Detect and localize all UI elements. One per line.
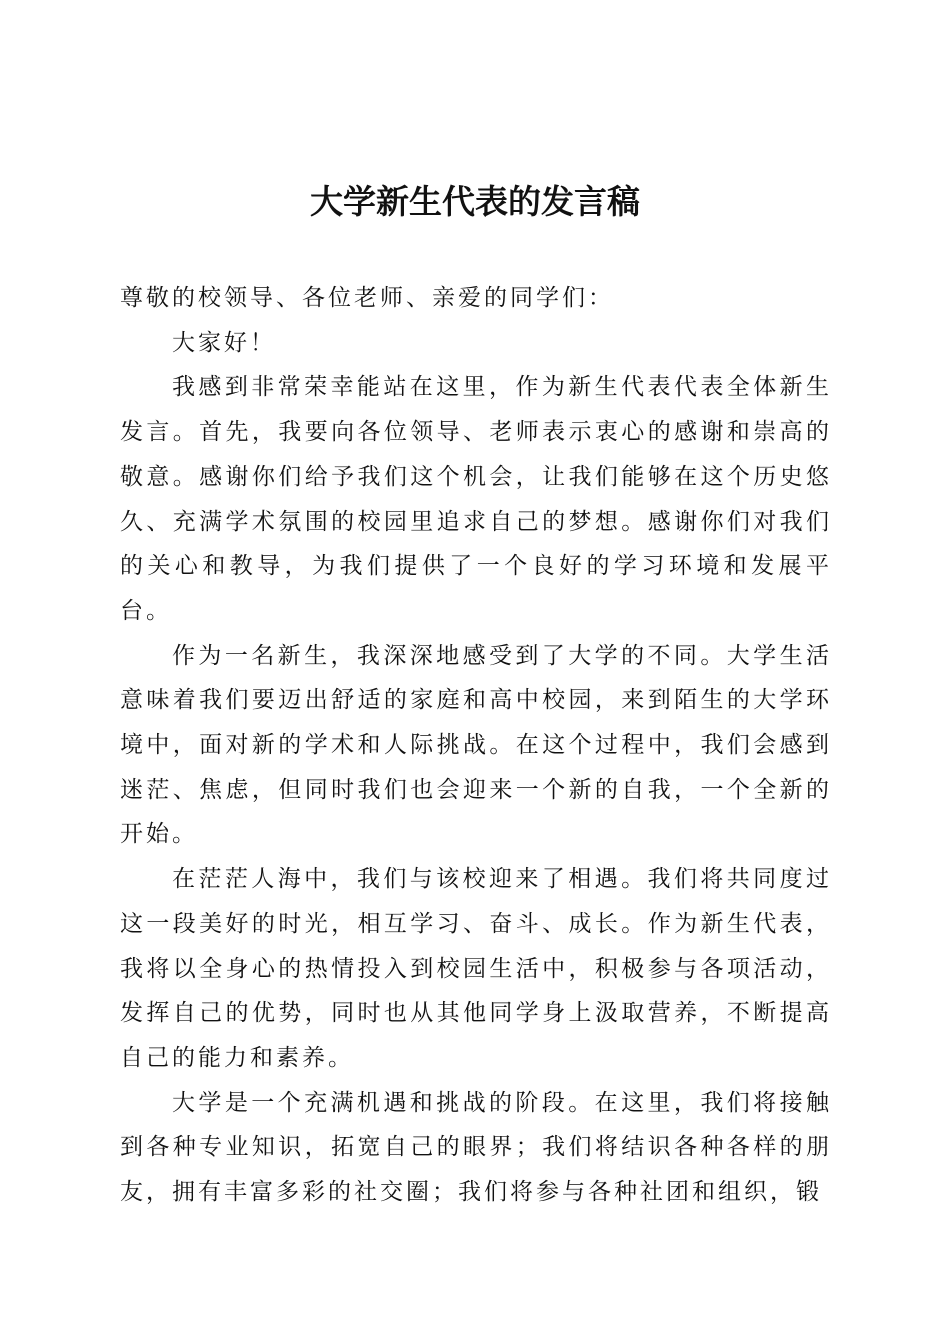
- paragraph-4: 大学是一个充满机遇和挑战的阶段。在这里，我们将接触到各种专业知识，拓宽自己的眼界；我们将结识各种各样的朋友，拥有丰富多彩的社交圈；我们将参与各种社团和组织，锻: [120, 1089, 832, 1206]
- document-body: [120, 276, 832, 1215]
- paragraph-2: 作为一名新生，我深深地感受到了大学的不同。大学生活意味着我们要迈出舒适的家庭和高中校园，来到陌生的大学环境中，面对新的学术和人际挑战。在这个过程中，我们会感到迷茫、焦虑，但同时我们也会迎来一个新的自我，一个全新的开始。: [120, 642, 832, 848]
- document-title: 大学新生代表的发言稿: [310, 182, 640, 221]
- paragraph-1: 我感到非常荣幸能站在这里，作为新生代表代表全体新生发言。首先，我要向各位领导、老师表示衷心的感谢和崇高的敬意。感谢你们给予我们这个机会，让我们能够在这个历史悠久、充满学术氛围的校园里追求自己的梦想。感谢你们对我们的关心和教导，为我们提供了一个良好的学习环境和发展平台。: [120, 374, 832, 624]
- salutation: 尊敬的校领导、各位老师、亲爱的同学们：: [120, 285, 614, 311]
- paragraph-3: 在茫茫人海中，我们与该校迎来了相遇。我们将共同度过这一段美好的时光，相互学习、奋斗、成长。作为新生代表，我将以全身心的热情投入到校园生活中，积极参与各项活动，发挥自己的优势，同时也从其他同学身上汲取营养，不断提高自己的能力和素养。: [120, 866, 832, 1071]
- greeting: 大家好！: [172, 329, 276, 356]
